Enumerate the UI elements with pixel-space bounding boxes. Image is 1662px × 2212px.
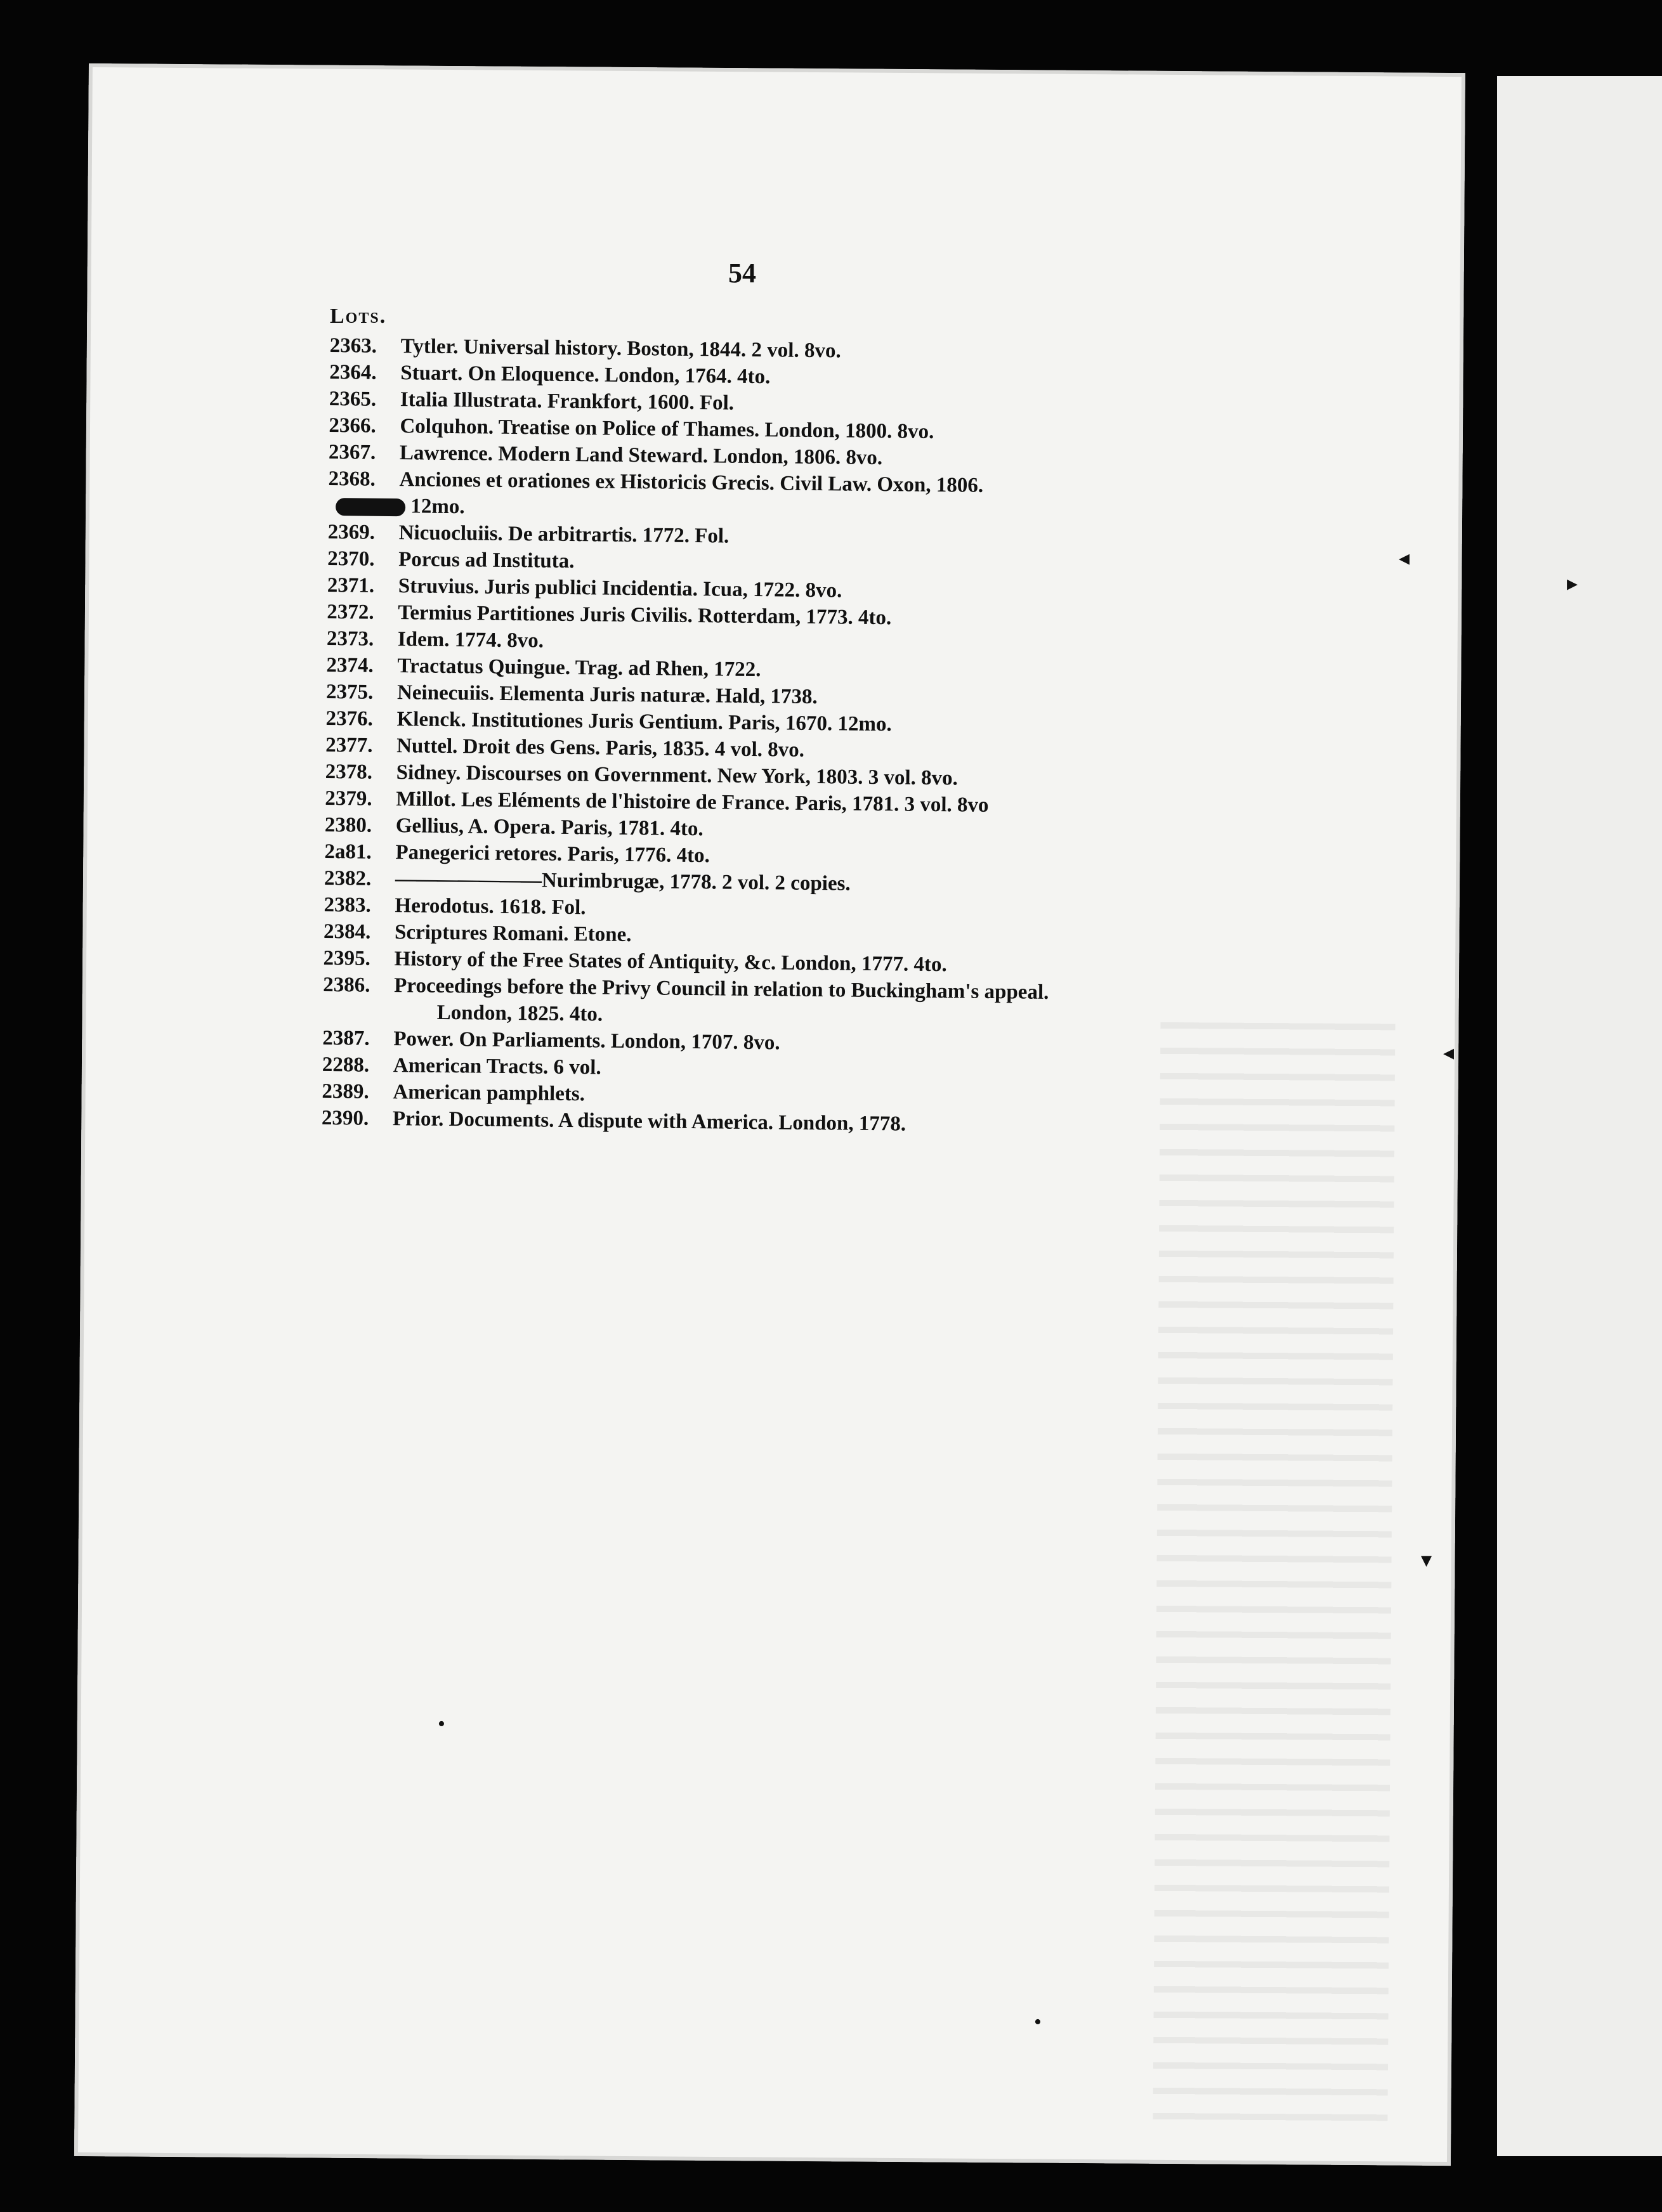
adjacent-page-edge xyxy=(1497,76,1662,2156)
lot-number: 2373. xyxy=(326,627,374,651)
lot-number: 2288. xyxy=(322,1053,370,1077)
lot-description: Idem. 1774. 8vo. xyxy=(397,628,544,653)
catalog-list xyxy=(322,332,1231,1141)
lot-description: Scriptures Romani. Etone. xyxy=(394,921,632,947)
lot-description: Italia Illustrata. Frankfort, 1600. Fol. xyxy=(400,388,735,415)
ink-speck: ▾ xyxy=(1421,1549,1432,1572)
lot-number: 2378. xyxy=(325,760,373,784)
lot-number: 2387. xyxy=(322,1026,370,1050)
lot-number: 2370. xyxy=(327,547,375,571)
lot-number: 2374. xyxy=(326,653,374,677)
ink-smudge xyxy=(336,498,405,517)
lot-description: Gellius, A. Opera. Paris, 1781. 4to. xyxy=(395,814,703,841)
lot-number: 2363. xyxy=(329,334,377,358)
page-number: 54 xyxy=(728,257,756,289)
lot-number: 2368. xyxy=(328,467,376,491)
ink-speck: ▸ xyxy=(1567,572,1578,595)
lot-description: Herodotus. 1618. Fol. xyxy=(395,894,586,920)
lot-description: London, 1825. 4to. xyxy=(436,1001,603,1026)
lot-number: 2384. xyxy=(323,920,371,944)
lot-number: 2364. xyxy=(329,360,377,384)
lot-description: ———————Nurimbrugæ, 1778. 2 vol. 2 copies. xyxy=(395,868,851,895)
lot-description: Tractatus Quingue. Trag. ad Rhen, 1722. xyxy=(397,654,761,682)
lot-number: 2383. xyxy=(324,893,371,917)
lot-number: 2366. xyxy=(329,413,376,438)
lot-description: 12mo. xyxy=(410,495,465,519)
lot-number: 2375. xyxy=(325,680,374,704)
lot-number: 2377. xyxy=(325,733,373,757)
lot-description: Porcus ad Instituta. xyxy=(398,548,575,573)
ink-speck: • xyxy=(1034,2010,1042,2034)
lot-number: 2376. xyxy=(325,706,374,731)
lot-number: 2380. xyxy=(324,813,372,837)
lot-description: Nicuocluiis. De arbitrartis. 1772. Fol. xyxy=(398,521,730,548)
lot-description: Stuart. On Eloquence. London, 1764. 4to. xyxy=(400,361,771,389)
ink-speck: ◂ xyxy=(1443,1041,1455,1065)
lot-description: Klenck. Institutiones Juris Gentium. Paris, 1670. 12mo. xyxy=(396,708,892,736)
lot-description: Nuttel. Droit des Gens. Paris, 1835. 4 vol. 8vo. xyxy=(396,734,805,762)
ink-speck: ◂ xyxy=(1399,547,1410,570)
lot-description: Anciones et orationes ex Historicis Grecis. Civil Law. Oxon, 1806. xyxy=(399,468,984,497)
lots-heading: Lots. xyxy=(330,304,387,328)
lot-description: Colquhon. Treatise on Police of Thames. London, 1800. 8vo. xyxy=(400,415,934,443)
lot-number: 2a81. xyxy=(324,840,372,864)
lot-description: Millot. Les Eléments de l'histoire de France. Paris, 1781. 3 vol. 8vo xyxy=(396,788,989,817)
lot-number: 2367. xyxy=(328,440,376,464)
bleed-through-text xyxy=(1153,1022,1395,2134)
lot-number: 2386. xyxy=(323,973,370,997)
lot-description: Proceedings before the Privy Council in relation to Buckingham's appeal. xyxy=(394,974,1049,1004)
lot-number: 2390. xyxy=(321,1106,369,1130)
lot-description: Sidney. Discourses on Government. New York, 1803. 3 vol. 8vo. xyxy=(396,761,959,790)
lot-number: 2395. xyxy=(323,946,371,970)
lot-number: 2389. xyxy=(322,1079,369,1103)
lot-description: Lawrence. Modern Land Steward. London, 1806. 8vo. xyxy=(399,441,883,470)
lot-description: History of the Free States of Antiquity, &c. London, 1777. 4to. xyxy=(394,947,947,977)
lot-description: Prior. Documents. A dispute with America. London, 1778. xyxy=(392,1107,906,1136)
lot-description: Neinecuiis. Elementa Juris naturæ. Hald, 1738. xyxy=(396,681,818,709)
lot-description: Panegerici retores. Paris, 1776. 4to. xyxy=(395,841,710,868)
lot-number: 2372. xyxy=(327,600,374,624)
lot-number: 2365. xyxy=(329,387,377,411)
lot-number: 2371. xyxy=(327,573,375,597)
lot-description: Struvius. Juris publici Incidentia. Icua, 1722. 8vo. xyxy=(398,575,842,602)
lot-description: American pamphlets. xyxy=(393,1081,586,1106)
ink-speck: • xyxy=(438,1712,445,1736)
lot-description: Power. On Parliaments. London, 1707. 8vo. xyxy=(393,1027,780,1055)
lot-description: Termius Partitiones Juris Civilis. Rotterdam, 1773. 4to. xyxy=(398,601,892,630)
lot-number: 2369. xyxy=(327,520,376,544)
lot-number: 2379. xyxy=(325,786,372,810)
lot-description: Tytler. Universal history. Boston, 1844. 2 vol. 8vo. xyxy=(400,335,841,363)
lot-number: 2382. xyxy=(324,866,372,890)
lot-description: American Tracts. 6 vol. xyxy=(393,1054,601,1079)
